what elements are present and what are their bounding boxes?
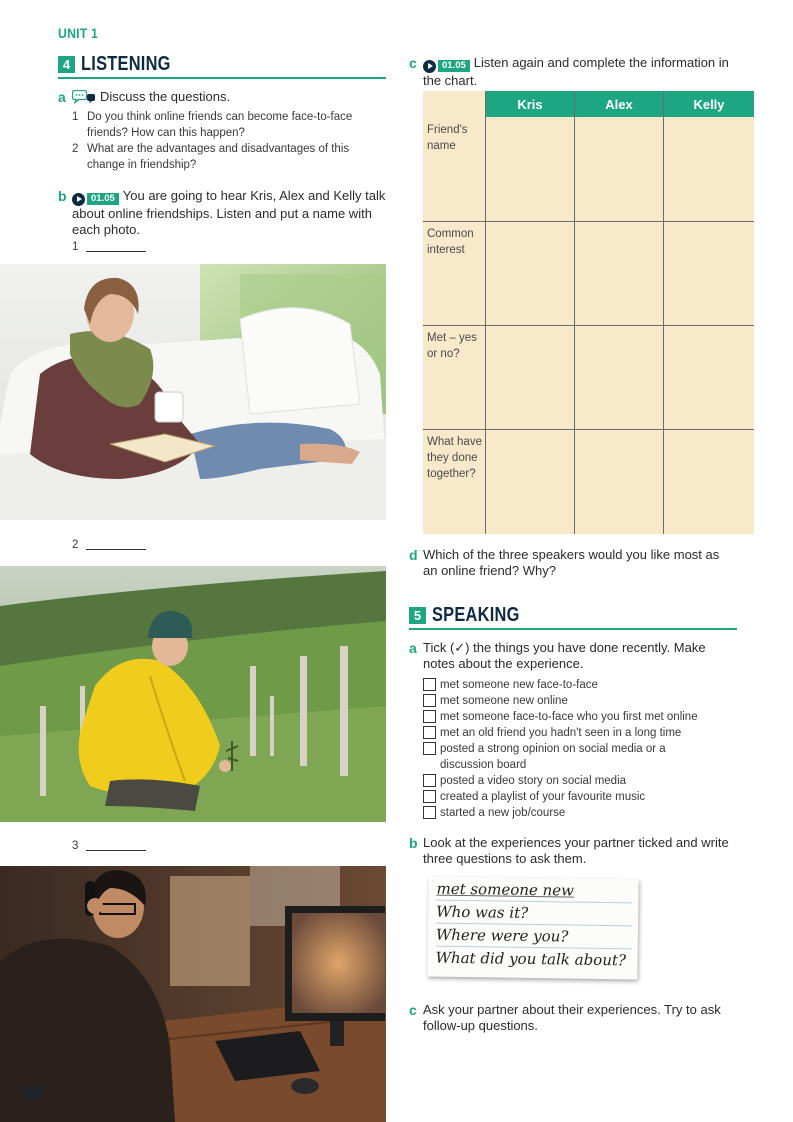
grid-line <box>423 221 754 222</box>
photo-number: 1 <box>72 241 79 253</box>
checkbox[interactable] <box>423 806 436 819</box>
exercise-a-instruction: Tick (✓) the things you have done recently. Make notes about the experience. <box>423 640 706 671</box>
exercise-b-instruction: Look at the experiences your partner ticked and write three questions to ask them. <box>423 835 729 866</box>
checklist-label: started a new job/course <box>440 807 566 819</box>
note-line: met someone new <box>436 878 632 904</box>
checklist-label: met someone new online <box>440 695 568 707</box>
exercise-letter: a <box>58 89 66 105</box>
track-number: 01.05 <box>438 60 470 72</box>
exercise-a-instruction <box>72 89 230 105</box>
checklist-item[interactable] <box>423 693 723 709</box>
photo-label-1 <box>72 241 146 253</box>
question-item <box>72 141 388 173</box>
question-number: 1 <box>72 111 79 123</box>
checkbox[interactable] <box>423 774 436 787</box>
checklist-label: met someone new face-to-face <box>440 679 598 691</box>
photo-number: 2 <box>72 539 79 551</box>
answer-line[interactable] <box>86 850 146 851</box>
checkbox[interactable] <box>423 678 436 691</box>
checklist-label: posted a strong opinion on social media or a discussion board <box>440 743 666 771</box>
photo-woman-planting <box>0 566 386 822</box>
exercise-letter: a <box>409 640 417 656</box>
experience-checklist <box>423 677 723 821</box>
checkbox[interactable] <box>423 694 436 707</box>
instruction-text: Discuss the questions. <box>100 89 231 104</box>
checklist-item[interactable] <box>423 677 723 693</box>
grid-line <box>485 91 486 534</box>
audio-track-badge[interactable] <box>72 193 119 206</box>
checklist-item[interactable] <box>423 725 723 741</box>
instruction-text: Listen again and complete the information in the chart. <box>423 55 729 88</box>
checklist-label: met someone face-to-face who you first met online <box>440 711 698 723</box>
checklist-item[interactable] <box>423 773 723 789</box>
speaking-heading <box>409 604 539 627</box>
photo-man-gaming <box>0 866 386 1122</box>
example-note-card <box>427 877 638 980</box>
speech-bubbles-icon <box>72 90 96 104</box>
checklist-item[interactable] <box>423 805 723 821</box>
photo-label-2 <box>72 539 146 551</box>
exercise-letter: c <box>409 1002 417 1018</box>
checklist-item[interactable] <box>423 709 723 725</box>
discussion-questions <box>72 109 388 173</box>
photo-woman-reading <box>0 264 386 520</box>
section-title: LISTENING <box>81 53 171 75</box>
exercise-d-instruction: Which of the three speakers would you like most as an online friend? Why? <box>423 547 720 578</box>
page-number: 10 <box>24 1085 42 1102</box>
question-number: 2 <box>72 143 79 155</box>
play-icon[interactable] <box>72 193 85 206</box>
column-header-kelly: Kelly <box>664 91 754 117</box>
question-item <box>72 109 388 141</box>
row-label-common-interest: Common interest <box>427 228 474 256</box>
audio-track-badge[interactable] <box>423 60 470 73</box>
checklist-item[interactable] <box>423 789 723 805</box>
row-label-friends-name: Friend's name <box>427 124 468 152</box>
section-rule <box>58 77 386 79</box>
unit-label: UNIT 1 <box>58 25 99 41</box>
exercise-b-instruction <box>72 188 386 238</box>
note-line: Who was it? <box>436 901 632 927</box>
checkbox[interactable] <box>423 742 436 755</box>
row-label-met: Met – yes or no? <box>427 332 477 360</box>
question-text: Do you think online friends can become face-to-face friends? How can this happen? <box>87 111 353 139</box>
photo-label-3 <box>72 840 146 852</box>
information-chart <box>423 91 754 534</box>
note-line: Where were you? <box>436 924 632 950</box>
grid-line <box>574 91 575 534</box>
question-text: What are the advantages and disadvantages of this change in friendship? <box>87 143 350 171</box>
section-title: SPEAKING <box>432 604 520 626</box>
column-header-kris: Kris <box>486 91 574 117</box>
grid-line <box>663 91 664 534</box>
checkbox[interactable] <box>423 790 436 803</box>
checklist-label: met an old friend you hadn't seen in a long time <box>440 727 682 739</box>
exercise-letter: c <box>409 55 417 71</box>
note-line: What did you talk about? <box>435 948 627 970</box>
checklist-label: created a playlist of your favourite music <box>440 791 646 803</box>
checkbox[interactable] <box>423 710 436 723</box>
column-header-alex: Alex <box>575 91 663 117</box>
track-number: 01.05 <box>87 193 119 205</box>
answer-line[interactable] <box>86 251 146 252</box>
exercise-letter: b <box>58 188 67 204</box>
section-number: 4 <box>58 56 75 73</box>
grid-line <box>423 429 754 430</box>
exercise-c-instruction <box>423 55 745 89</box>
section-rule <box>409 628 737 630</box>
exercise-c-instruction: Ask your partner about their experiences. Try to ask follow-up questions. <box>423 1002 721 1033</box>
instruction-text: You are going to hear Kris, Alex and Kelly talk about online friendships. Listen and put a name with each photo. <box>72 188 386 237</box>
answer-line[interactable] <box>86 549 146 550</box>
section-number: 5 <box>409 607 426 624</box>
grid-line <box>423 325 754 326</box>
row-label-done-together: What have they done together? <box>427 436 482 480</box>
checklist-item[interactable] <box>423 741 683 773</box>
listening-heading <box>58 53 190 76</box>
play-icon[interactable] <box>423 60 436 73</box>
photo-number: 3 <box>72 840 79 852</box>
exercise-letter: b <box>409 835 418 851</box>
checklist-label: posted a video story on social media <box>440 775 627 787</box>
checkbox[interactable] <box>423 726 436 739</box>
exercise-letter: d <box>409 547 418 563</box>
